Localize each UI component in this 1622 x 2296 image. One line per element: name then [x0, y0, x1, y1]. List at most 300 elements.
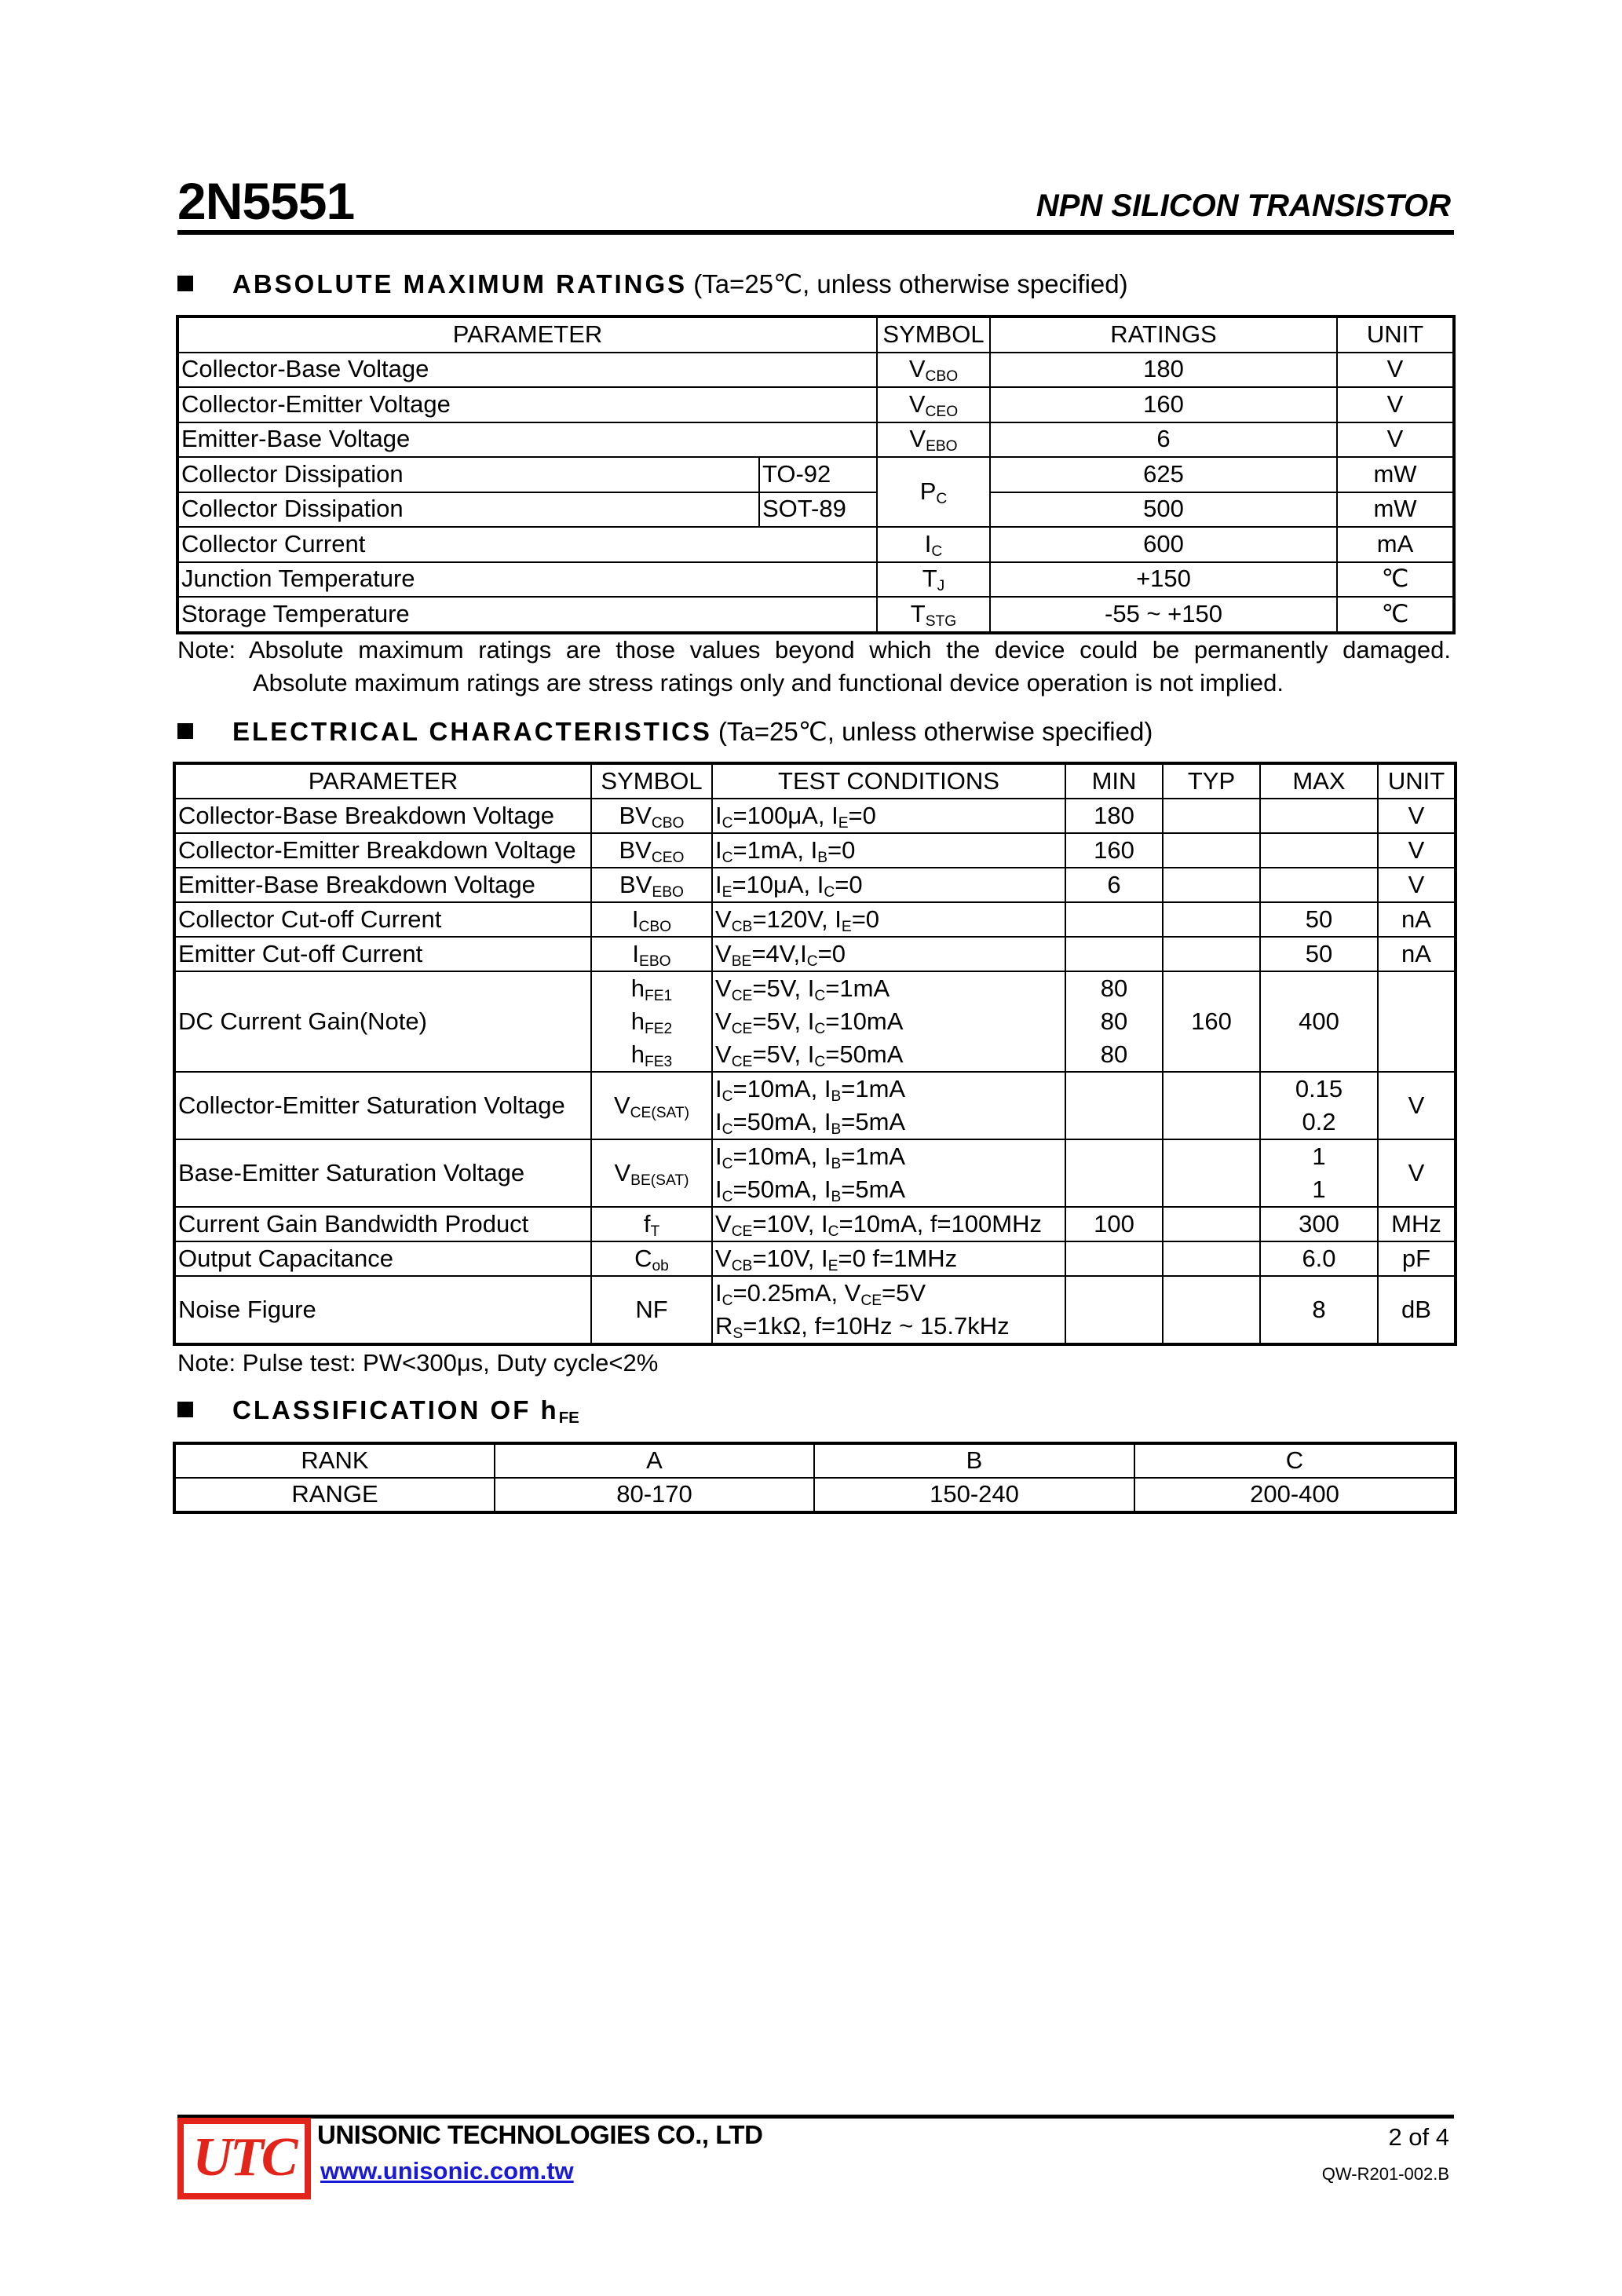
- table-row: [178, 457, 1453, 492]
- unit-cell: V: [1378, 1139, 1455, 1207]
- max-cell: 400: [1260, 971, 1378, 1072]
- max-cell: 300: [1260, 1207, 1378, 1241]
- electrical-characteristics-table: [174, 763, 1456, 1344]
- table-row: [175, 868, 1455, 902]
- test-value: =0: [851, 905, 880, 933]
- test-var-subscript: CB: [731, 918, 753, 935]
- unit-cell: [1378, 971, 1455, 1072]
- symbol-base: I: [631, 905, 639, 933]
- test-value: =5V: [882, 1279, 926, 1307]
- parameter-cell: Collector Cut-off Current: [175, 902, 591, 937]
- test-var: I: [835, 905, 842, 933]
- test-conditions-cell: [712, 1072, 1065, 1139]
- typ-cell: [1163, 868, 1260, 902]
- symbol-base: V: [614, 1158, 631, 1186]
- max-cell: [1260, 868, 1378, 902]
- typ-cell: 160: [1163, 971, 1260, 1072]
- col-header-typ: TYP: [1163, 764, 1260, 799]
- rating-cell: 180: [990, 353, 1337, 388]
- test-var-subscript: C: [721, 849, 733, 866]
- table-row: [178, 597, 1453, 632]
- hfe-classification-table: [174, 1443, 1456, 1512]
- symbol-line: [594, 972, 709, 1005]
- symbol-cell: [591, 1207, 712, 1241]
- table-row-noise-figure: [175, 1276, 1455, 1344]
- test-var-subscript: CE: [860, 1292, 882, 1309]
- col-header-test-conditions: TEST CONDITIONS: [712, 764, 1065, 799]
- table-row: [175, 902, 1455, 937]
- table-row: [178, 387, 1453, 422]
- symbol-subscript: BE(SAT): [630, 1172, 689, 1189]
- test-conditions-cell: [712, 833, 1065, 868]
- rank-label: RANK: [175, 1444, 495, 1478]
- rating-cell: 6: [990, 422, 1337, 458]
- unit-cell: pF: [1378, 1241, 1455, 1276]
- test-conditions-cell: [712, 1241, 1065, 1276]
- test-var-subscript: B: [831, 1188, 842, 1205]
- min-cell: [1065, 1139, 1163, 1207]
- parameter-cell: Noise Figure: [175, 1276, 591, 1344]
- test-var-subscript: C: [814, 987, 826, 1004]
- test-value: =120V,: [752, 905, 835, 933]
- test-var: V: [844, 1279, 861, 1307]
- test-var-subscript: C: [721, 1088, 733, 1105]
- col-header-unit: UNIT: [1337, 317, 1453, 353]
- symbol-subscript: FE1: [645, 987, 673, 1004]
- test-var: V: [715, 905, 732, 933]
- symbol-line: [594, 1038, 709, 1071]
- col-header-parameter: PARAMETER: [175, 764, 591, 799]
- test-var: I: [824, 1108, 831, 1135]
- typ-cell: [1163, 1276, 1260, 1344]
- test-var: I: [824, 1175, 831, 1203]
- test-value: =5V,: [752, 1040, 808, 1068]
- test-var-subscript: B: [831, 1121, 842, 1138]
- symbol-base: V: [909, 425, 926, 453]
- test-var: V: [715, 1244, 732, 1272]
- unit-cell: nA: [1378, 902, 1455, 937]
- symbol-cell: [591, 868, 712, 902]
- test-var-subscript: CE: [731, 1223, 753, 1240]
- unit-cell: V: [1378, 833, 1455, 868]
- max-line: 0.2: [1302, 1108, 1336, 1135]
- test-line: [715, 1073, 1062, 1106]
- section-condition: (Ta=25℃, unless otherwise specified): [718, 717, 1153, 746]
- test-var: V: [715, 1209, 732, 1238]
- test-var-subscript: C: [806, 952, 818, 970]
- test-var: I: [824, 1143, 831, 1170]
- unit-cell: V: [1337, 422, 1453, 458]
- abs-max-note-continued: Absolute maximum ratings are stress ratings only and functional device operation is not implied.: [253, 669, 1284, 696]
- test-var: I: [807, 1040, 815, 1068]
- symbol-line: [594, 1005, 709, 1038]
- parameter-cell: Current Gain Bandwidth Product: [175, 1207, 591, 1241]
- symbol-cell: [591, 833, 712, 868]
- col-header-unit: UNIT: [1378, 764, 1455, 799]
- test-value: =10mA, f=100MHz: [838, 1209, 1042, 1238]
- test-var-subscript: C: [721, 1155, 733, 1172]
- test-value: =5V,: [752, 974, 808, 1002]
- test-line: [715, 1277, 1062, 1310]
- test-var: I: [715, 835, 722, 864]
- symbol-cell: [877, 387, 990, 422]
- test-var: V: [715, 1007, 732, 1035]
- symbol-subscript: FE2: [645, 1020, 673, 1037]
- typ-cell: [1163, 1207, 1260, 1241]
- test-value: =0 f=1MHz: [838, 1244, 958, 1272]
- test-value: =50mA,: [732, 1175, 824, 1203]
- parameter-cell: Junction Temperature: [178, 562, 877, 598]
- test-var: I: [824, 1075, 831, 1102]
- device-type: NPN SILICON TRANSISTOR: [1036, 188, 1451, 223]
- test-value: =0: [835, 870, 863, 898]
- document-code: QW-R201-002.B: [1321, 2164, 1449, 2184]
- symbol-cell: [877, 422, 990, 458]
- symbol-base: h: [630, 974, 645, 1002]
- test-line: [715, 1173, 1062, 1206]
- unit-cell: mA: [1337, 527, 1453, 562]
- max-cell: 50: [1260, 937, 1378, 971]
- symbol-base: T: [910, 599, 926, 627]
- utc-logo: [177, 2118, 311, 2199]
- symbol-cell: [591, 937, 712, 971]
- test-value: =10V,: [752, 1209, 822, 1238]
- symbol-subscript: CBO: [925, 368, 959, 386]
- range-row: [175, 1478, 1455, 1512]
- min-cell: [1065, 902, 1163, 937]
- parameter-cell: Collector-Emitter Voltage: [178, 387, 877, 422]
- footer-rule: [177, 2115, 1454, 2119]
- test-value: =10mA,: [732, 1075, 824, 1102]
- test-value: =0: [848, 801, 876, 829]
- test-conditions-cell: [712, 902, 1065, 937]
- test-value: =10mA,: [732, 1143, 824, 1170]
- parameter-cell: Collector-Emitter Saturation Voltage: [175, 1072, 591, 1139]
- test-var: I: [821, 1209, 828, 1238]
- table-header-row: [178, 317, 1453, 353]
- test-line: [715, 972, 1062, 1005]
- section-condition: (Ta=25℃, unless otherwise specified): [693, 269, 1128, 298]
- symbol-cell: [877, 527, 990, 562]
- test-var-subscript: E: [841, 918, 852, 935]
- header-rule: [177, 230, 1454, 235]
- table-row: [175, 1241, 1455, 1276]
- test-var-subscript: C: [814, 1020, 826, 1037]
- table-row: [175, 799, 1455, 833]
- test-var: I: [800, 939, 807, 967]
- test-var: I: [715, 1108, 722, 1135]
- min-cell: 6: [1065, 868, 1163, 902]
- company-website-link[interactable]: www.unisonic.com.tw: [320, 2157, 574, 2184]
- symbol-subscript: ob: [652, 1257, 669, 1274]
- col-header-max: MAX: [1260, 764, 1378, 799]
- square-bullet-icon: [177, 276, 193, 291]
- max-line: 1: [1312, 1175, 1326, 1203]
- test-var: I: [807, 1007, 815, 1035]
- parameter-cell: Collector-Base Voltage: [178, 353, 877, 388]
- symbol-cell: [877, 597, 990, 632]
- symbol-base: I: [924, 529, 932, 558]
- table-row-vbesat: [175, 1139, 1455, 1207]
- test-var-subscript: CE: [731, 1020, 753, 1037]
- test-value: =0: [817, 939, 846, 967]
- typ-cell: [1163, 833, 1260, 868]
- symbol-base: h: [630, 1007, 645, 1035]
- range-label: RANGE: [175, 1478, 495, 1512]
- min-cell: [1065, 1072, 1163, 1139]
- max-line: 1: [1312, 1143, 1326, 1170]
- symbol-base: BV: [619, 870, 652, 898]
- test-var-subscript: B: [817, 849, 828, 866]
- test-value: =1kΩ, f=10Hz ~ 15.7kHz: [743, 1312, 1010, 1340]
- parameter-cell: Base-Emitter Saturation Voltage: [175, 1139, 591, 1207]
- test-value: =1mA,: [732, 835, 811, 864]
- symbol-base: BV: [619, 835, 652, 864]
- typ-cell: [1163, 1072, 1260, 1139]
- table-row: [175, 833, 1455, 868]
- rank-b: B: [814, 1444, 1134, 1478]
- symbol-subscript: CEO: [651, 849, 685, 866]
- test-line: [715, 1038, 1062, 1071]
- parameter-cell: Collector Dissipation: [178, 457, 759, 492]
- test-var: I: [715, 1143, 722, 1170]
- symbol-base: I: [632, 939, 640, 967]
- unit-cell: V: [1337, 387, 1453, 422]
- min-cell: 160: [1065, 833, 1163, 868]
- unit-cell: ℃: [1337, 597, 1453, 632]
- square-bullet-icon: [177, 1402, 193, 1417]
- symbol-subscript: C: [931, 543, 943, 560]
- part-number: 2N5551: [177, 172, 355, 230]
- symbol-base: C: [634, 1244, 652, 1272]
- test-value: =10mA: [825, 1007, 904, 1035]
- parameter-cell: Collector Dissipation: [178, 492, 759, 528]
- test-var-subscript: C: [827, 1223, 839, 1240]
- test-value: =1mA: [825, 974, 890, 1002]
- unit-cell: MHz: [1378, 1207, 1455, 1241]
- symbol-base: V: [908, 389, 926, 418]
- table-row: [178, 562, 1453, 598]
- max-cell: 50: [1260, 902, 1378, 937]
- unit-cell: V: [1378, 799, 1455, 833]
- col-header-min: MIN: [1065, 764, 1163, 799]
- range-c: 200-400: [1134, 1478, 1455, 1512]
- test-var: V: [715, 939, 732, 967]
- parameter-cell: Collector-Emitter Breakdown Voltage: [175, 833, 591, 868]
- test-value: =1mA: [841, 1075, 906, 1102]
- min-cell: 180: [1065, 799, 1163, 833]
- utc-logo-text: UTC: [184, 2124, 305, 2193]
- unit-cell: mW: [1337, 492, 1453, 528]
- symbol-cell: [591, 799, 712, 833]
- section-title: ELECTRICAL CHARACTERISTICS: [232, 717, 712, 746]
- test-var: I: [715, 1279, 722, 1307]
- test-var: I: [831, 801, 838, 829]
- pulse-test-note: Note: Pulse test: PW<300μs, Duty cycle<2%: [177, 1349, 659, 1377]
- typ-cell: [1163, 937, 1260, 971]
- max-cell: [1260, 799, 1378, 833]
- min-cell: [1065, 1276, 1163, 1344]
- parameter-cell: Collector-Base Breakdown Voltage: [175, 799, 591, 833]
- test-value: =1mA: [841, 1143, 906, 1170]
- unit-cell: V: [1337, 353, 1453, 388]
- test-line: [715, 1005, 1062, 1038]
- test-var: I: [821, 1244, 828, 1272]
- company-name: UNISONIC TECHNOLOGIES CO., LTD: [317, 2120, 763, 2149]
- test-conditions-cell: [712, 1276, 1065, 1344]
- max-cell: [1260, 1072, 1378, 1139]
- test-conditions-cell: [712, 1139, 1065, 1207]
- symbol-subscript: J: [937, 578, 945, 595]
- table-header-row: [175, 764, 1455, 799]
- symbol-cell: [591, 1072, 712, 1139]
- col-header-ratings: RATINGS: [990, 317, 1337, 353]
- symbol-subscript: CE(SAT): [630, 1104, 690, 1121]
- test-line: [715, 1106, 1062, 1139]
- symbol-cell: [591, 1139, 712, 1207]
- min-line: 80: [1100, 1040, 1128, 1068]
- max-cell: [1260, 833, 1378, 868]
- symbol-subscript: FE3: [645, 1053, 673, 1070]
- col-header-symbol: SYMBOL: [877, 317, 990, 353]
- unit-cell: V: [1378, 868, 1455, 902]
- parameter-cell: Storage Temperature: [178, 597, 877, 632]
- symbol-base: h: [630, 1040, 645, 1068]
- test-var: R: [715, 1312, 733, 1340]
- symbol-subscript: EBO: [926, 438, 958, 455]
- test-conditions-cell: [712, 937, 1065, 971]
- min-line: 80: [1100, 974, 1128, 1002]
- test-var: V: [715, 1040, 732, 1068]
- test-var: I: [810, 835, 818, 864]
- rating-cell: 500: [990, 492, 1337, 528]
- range-b: 150-240: [814, 1478, 1134, 1512]
- package-cell: SOT-89: [759, 492, 877, 528]
- test-value: =4V,: [751, 939, 801, 967]
- test-conditions-cell: [712, 1207, 1065, 1241]
- square-bullet-icon: [177, 723, 193, 739]
- section-title: ABSOLUTE MAXIMUM RATINGS: [232, 269, 688, 298]
- max-cell: 8: [1260, 1276, 1378, 1344]
- max-line: 0.15: [1295, 1075, 1343, 1102]
- unit-cell: nA: [1378, 937, 1455, 971]
- test-conditions-cell: [712, 971, 1065, 1072]
- test-var-subscript: E: [838, 814, 849, 832]
- symbol-base: T: [922, 565, 937, 593]
- min-cell: 100: [1065, 1207, 1163, 1241]
- symbol-base: P: [919, 477, 937, 506]
- test-var-subscript: BE: [731, 952, 752, 970]
- section-title-subscript: FE: [558, 1409, 579, 1428]
- test-var-subscript: C: [824, 883, 835, 901]
- test-value: =50mA: [825, 1040, 904, 1068]
- test-var: V: [715, 974, 732, 1002]
- unit-cell: mW: [1337, 457, 1453, 492]
- table-row-vcesat: [175, 1072, 1455, 1139]
- test-var-subscript: C: [721, 1292, 733, 1309]
- rating-cell: -55 ~ +150: [990, 597, 1337, 632]
- test-var-subscript: C: [721, 1188, 733, 1205]
- test-var-subscript: B: [831, 1155, 842, 1172]
- test-var-subscript: CE: [731, 1053, 753, 1070]
- test-var-subscript: E: [827, 1257, 838, 1274]
- col-header-parameter: PARAMETER: [178, 317, 877, 353]
- symbol-subscript: EBO: [652, 883, 684, 901]
- symbol-subscript: EBO: [639, 952, 671, 970]
- min-cell: [1065, 937, 1163, 971]
- table-row: [178, 492, 1453, 528]
- package-cell: TO-92: [759, 457, 877, 492]
- test-var-subscript: B: [831, 1088, 842, 1105]
- rating-cell: 625: [990, 457, 1337, 492]
- parameter-cell: Output Capacitance: [175, 1241, 591, 1276]
- symbol-subscript: CEO: [925, 403, 959, 420]
- test-value: =100μA,: [732, 801, 832, 829]
- rank-c: C: [1134, 1444, 1455, 1478]
- min-cell: [1065, 1241, 1163, 1276]
- rank-a: A: [495, 1444, 814, 1478]
- symbol-cell: [877, 562, 990, 598]
- min-line: 80: [1100, 1007, 1128, 1035]
- absolute-maximum-ratings-table: [177, 316, 1454, 633]
- abs-max-note: Note: Absolute maximum ratings are those values beyond which the device could be permanently damaged.: [177, 636, 1451, 664]
- table-row-hfe: [175, 971, 1455, 1072]
- parameter-cell: Collector Current: [178, 527, 877, 562]
- section-classification-heading: [177, 1395, 579, 1428]
- test-value: =50mA,: [732, 1108, 824, 1135]
- symbol-subscript: STG: [925, 612, 957, 630]
- symbol-cell: [877, 457, 990, 527]
- test-var-subscript: C: [721, 814, 733, 832]
- page-number: 2 of 4: [1388, 2123, 1449, 2151]
- test-value: =10μA,: [732, 870, 817, 898]
- symbol-cell: NF: [591, 1276, 712, 1344]
- col-header-symbol: SYMBOL: [591, 764, 712, 799]
- typ-cell: [1163, 1139, 1260, 1207]
- symbol-base: V: [613, 1091, 630, 1119]
- test-value: =0: [827, 835, 856, 864]
- test-var: I: [715, 1075, 722, 1102]
- symbol-subscript: C: [936, 491, 948, 508]
- rank-row: [175, 1444, 1455, 1478]
- test-value: =5mA: [841, 1175, 906, 1203]
- max-cell: 6.0: [1260, 1241, 1378, 1276]
- test-value: =0.25mA,: [732, 1279, 845, 1307]
- range-a: 80-170: [495, 1478, 814, 1512]
- min-cell: [1065, 971, 1163, 1072]
- symbol-cell: [591, 1241, 712, 1276]
- max-cell: [1260, 1139, 1378, 1207]
- symbol-cell: [591, 971, 712, 1072]
- symbol-cell: [877, 353, 990, 388]
- test-value: =5mA: [841, 1108, 906, 1135]
- rating-cell: 600: [990, 527, 1337, 562]
- test-line: [715, 1310, 1062, 1343]
- symbol-base: f: [643, 1209, 651, 1238]
- test-var-subscript: C: [721, 1121, 733, 1138]
- section-abs-max-heading: [177, 269, 1128, 299]
- test-var: I: [816, 870, 824, 898]
- test-line: [715, 1140, 1062, 1173]
- test-var: I: [715, 1175, 722, 1203]
- test-var-subscript: CB: [731, 1257, 753, 1274]
- test-var: I: [807, 974, 815, 1002]
- section-electrical-heading: [177, 716, 1153, 747]
- test-var: I: [715, 870, 722, 898]
- parameter-cell: DC Current Gain(Note): [175, 971, 591, 1072]
- test-var-subscript: CE: [731, 987, 753, 1004]
- test-var-subscript: S: [732, 1325, 743, 1342]
